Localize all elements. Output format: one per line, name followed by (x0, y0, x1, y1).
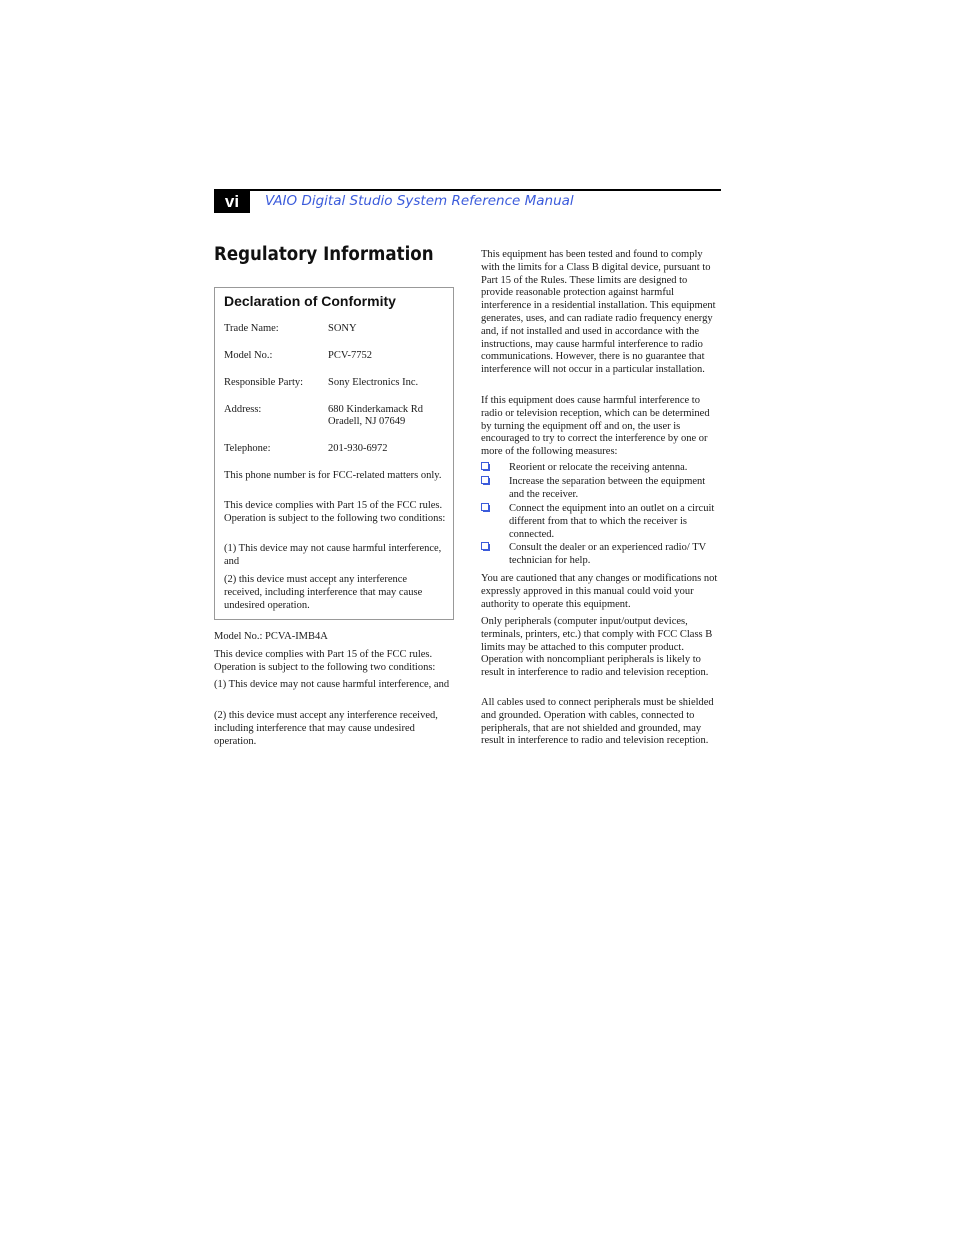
header-rule (214, 189, 721, 191)
declaration-paragraph: This phone number is for FCC-related matters only. (224, 470, 442, 481)
declaration-paragraph: This device complies with Part 15 of the FCC rules. Operation is subject to the following two conditions: (224, 500, 446, 524)
checkbox-bullet-icon (481, 476, 489, 484)
bullet-item: Reorient or relocate the receiving antenna. (509, 462, 688, 473)
right-paragraph: Only peripherals (computer input/output devices, terminals, printers, etc.) that comply with FCC Class B limits may be attached to this computer product. Operation with noncompliant peripherals is likely to result in interference to radio and television reception. (481, 616, 713, 679)
trade-name-label: Trade Name: (224, 323, 279, 334)
left-paragraph: This device complies with Part 15 of the FCC rules. Operation is subject to the following two conditions: (214, 649, 436, 673)
checkbox-bullet-icon (481, 462, 489, 470)
responsible-party-label: Responsible Party: (224, 377, 304, 388)
declaration-box (214, 287, 454, 620)
declaration-paragraph: (2) this device must accept any interference received, including interference that may cause undesired operation. (224, 574, 423, 611)
bullet-item: Consult the dealer or an experienced radio/ TV technician for help. (509, 542, 707, 566)
page-number: vi (214, 191, 250, 213)
address-label: Address: (224, 404, 262, 415)
model-no-value: PCV-7752 (328, 350, 372, 361)
address-line-2: Oradell, NJ 07649 (328, 416, 406, 427)
right-paragraph: This equipment has been tested and found to comply with the limits for a Class B digital device, pursuant to Part 15 of the Rules. These limits are designed to provide reasonable protection against harmful interference in a residential installation. This equipment generates, uses, and can radiate radio frequency energy and, if not installed and used in accordance with the instructions, may cause harmful interference to radio communications. However, there is no guarantee that interference will not occur in a particular installation. (481, 249, 716, 376)
address-line-1: 680 Kinderkamack Rd (328, 404, 424, 415)
declaration-title: Declaration of Conformity (224, 293, 396, 309)
left-paragraph: (2) this device must accept any interference received, including interference that may cause undesired operation. (214, 710, 438, 747)
left-paragraph: (1) This device may not cause harmful interference, and (214, 679, 450, 690)
left-paragraph: Model No.: PCVA-IMB4A (214, 631, 328, 642)
section-title: Regulatory Information (214, 244, 434, 265)
model-no-label: Model No.: (224, 350, 273, 361)
telephone-value: 201-930-6972 (328, 443, 388, 454)
responsible-party-value: Sony Electronics Inc. (328, 377, 419, 388)
right-paragraph: All cables used to connect peripherals must be shielded and grounded. Operation with cables, connected to peripherals, that are not shielded and grounded, may result in interference to radio and television reception. (481, 697, 714, 747)
bullet-item: Increase the separation between the equipment and the receiver. (509, 476, 706, 500)
checkbox-bullet-icon (481, 503, 489, 511)
checkbox-bullet-icon (481, 542, 489, 550)
trade-name-value: SONY (328, 323, 357, 334)
declaration-paragraph: (1) This device may not cause harmful interference, and (224, 543, 442, 567)
running-title: VAIO Digital Studio System Reference Manual (265, 193, 574, 209)
bullet-item: Connect the equipment into an outlet on a circuit different from that to which the receiver is connected. (509, 503, 715, 540)
right-paragraph: You are cautioned that any changes or modifications not expressly approved in this manual could void your authority to operate this equipment. (481, 573, 718, 610)
telephone-label: Telephone: (224, 443, 271, 454)
right-paragraph: If this equipment does cause harmful interference to radio or television reception, which can be determined by turning the equipment off and on, the user is encouraged to try to correct the interference by one or more of the following measures: (481, 395, 710, 458)
